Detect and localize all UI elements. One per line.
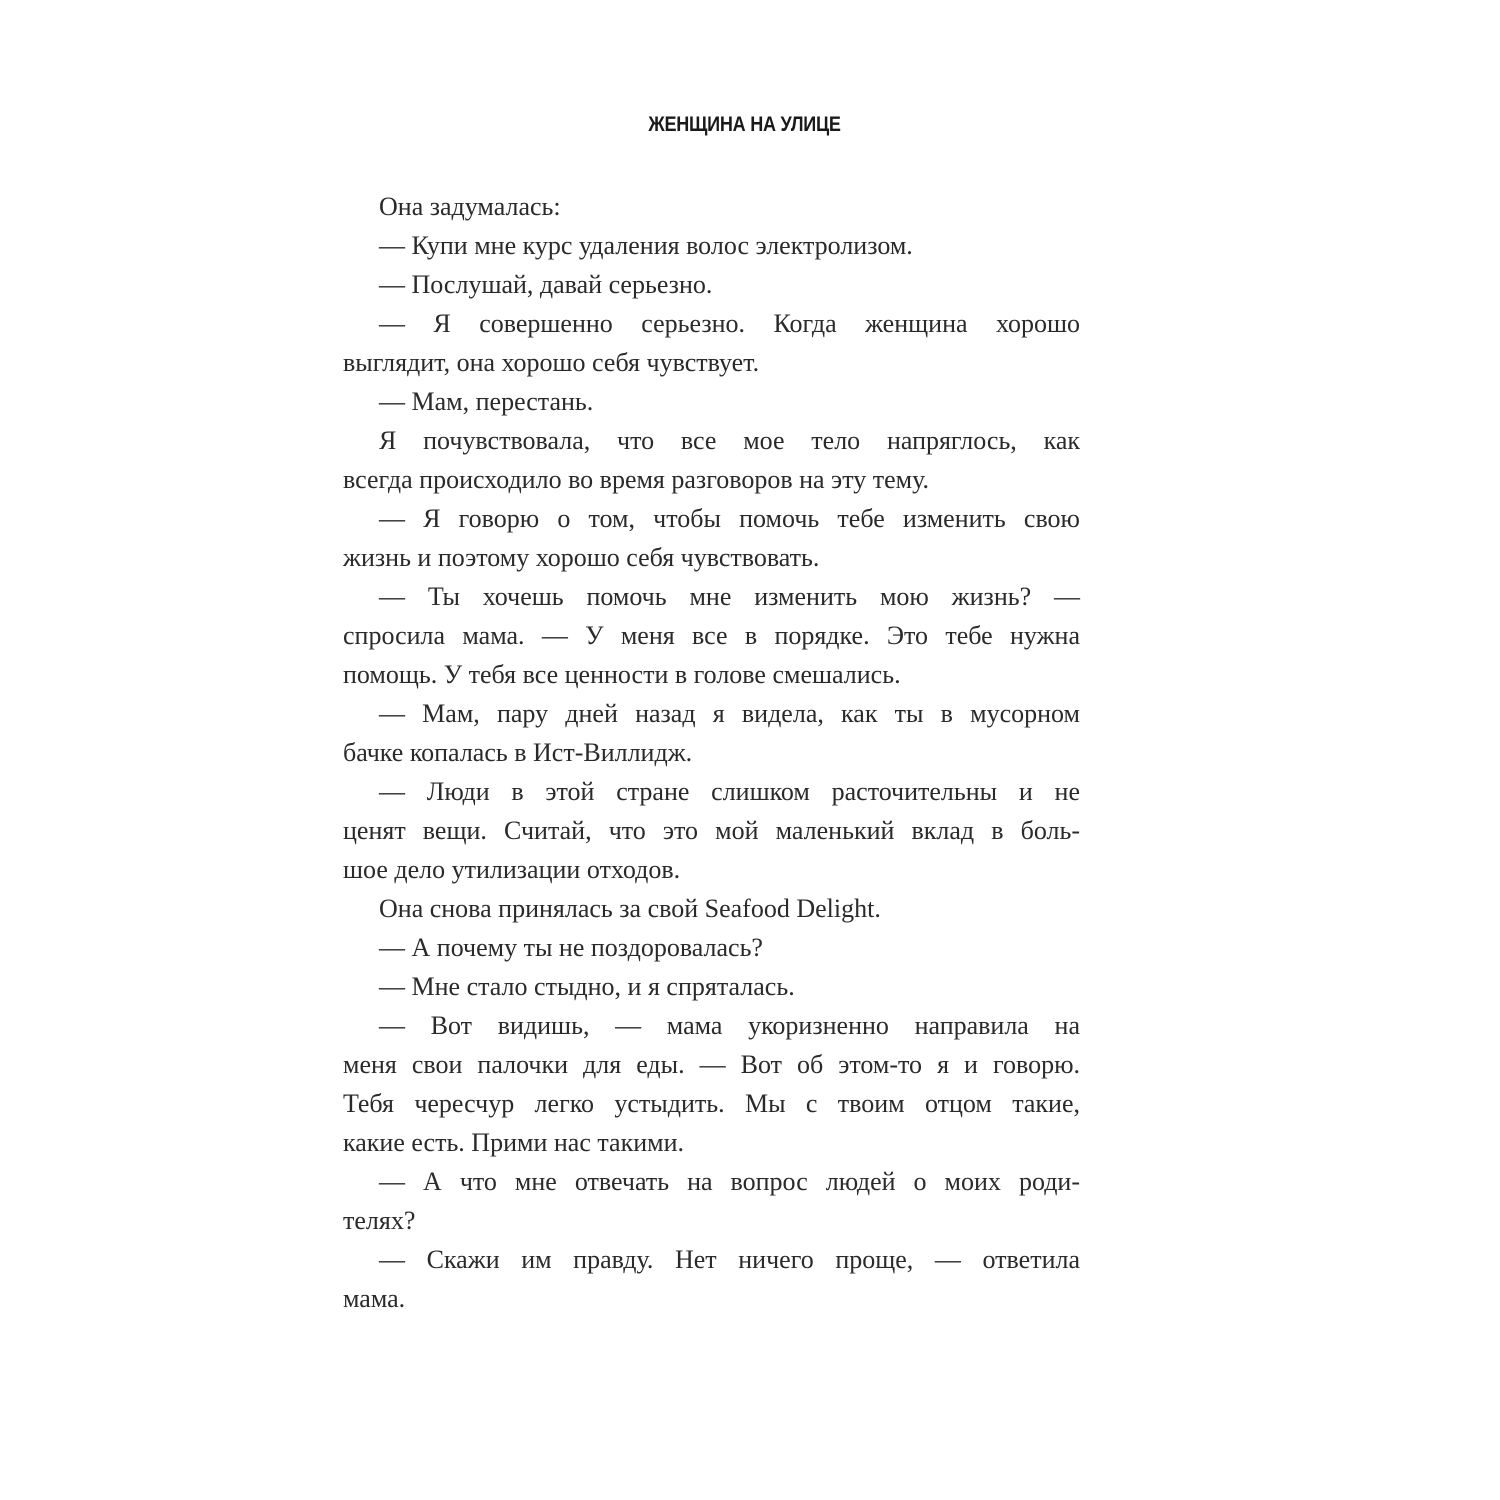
text-line: — Мам, пару дней назад я видела, как ты в мусорном — [379, 699, 1080, 728]
text-line: — Люди в этой стране слишком расточительны и не — [379, 777, 1080, 806]
text-line: всегда происходило во время разговоров на эту тему. — [343, 465, 929, 494]
text-line: — Скажи им правду. Нет ничего проще, — ответила — [379, 1245, 1080, 1274]
body-text — [343, 187, 1080, 1318]
text-line: — Мам, перестань. — [379, 387, 594, 416]
text-line: телях? — [343, 1206, 416, 1235]
text-line: — А почему ты не поздоровалась? — [379, 933, 763, 962]
text-line: бачке копалась в Ист-Виллидж. — [343, 738, 693, 767]
text-line: Она задумалась: — [379, 192, 561, 221]
text-line: — Ты хочешь помочь мне изменить мою жизнь? — — [379, 582, 1080, 611]
text-line: — Купи мне курс удаления волос электролизом. — [379, 231, 913, 260]
text-line: выглядит, она хорошо себя чувствует. — [343, 348, 760, 377]
text-line: — А что мне отвечать на вопрос людей о моих роди- — [379, 1167, 1080, 1196]
text-line: Она снова принялась за свой Seafood Delight. — [379, 894, 881, 923]
text-line: какие есть. Прими нас такими. — [343, 1128, 684, 1157]
running-title: ЖЕНЩИНА НА УЛИЦЕ — [648, 113, 841, 136]
text-line: мама. — [343, 1284, 406, 1313]
text-line: меня свои палочки для еды. — Вот об этом-то я и говорю. — [343, 1050, 1080, 1079]
text-line: спросила мама. — У меня все в порядке. Это тебе нужна — [343, 621, 1080, 650]
text-line: — Послушай, давай серьезно. — [379, 270, 713, 299]
text-line: шое дело утилизации отходов. — [343, 855, 681, 884]
text-line: — Я говорю о том, чтобы помочь тебе изменить свою — [379, 504, 1080, 533]
text-line: Тебя чересчур легко устыдить. Мы с твоим отцом такие, — [343, 1089, 1080, 1118]
text-line: жизнь и поэтому хорошо себя чувствовать. — [343, 543, 820, 572]
text-line: — Мне стало стыдно, и я спряталась. — [379, 972, 795, 1001]
text-line: — Вот видишь, — мама укоризненно направила на — [379, 1011, 1080, 1040]
text-line: ценят вещи. Считай, что это мой маленький вклад в боль- — [343, 816, 1080, 845]
text-line: — Я совершенно серьезно. Когда женщина хорошо — [379, 309, 1080, 338]
text-line: помощь. У тебя все ценности в голове смешались. — [343, 660, 901, 689]
text-line: Я почувствовала, что все мое тело напряглось, как — [379, 426, 1080, 455]
